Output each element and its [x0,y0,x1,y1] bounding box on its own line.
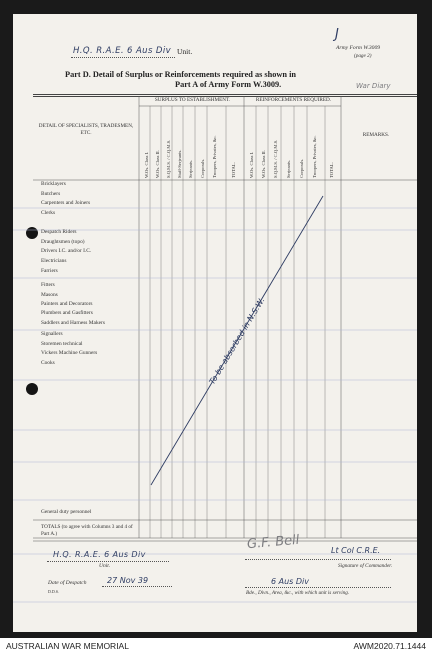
trade-row: Storemen technical [41,341,83,347]
archive-institution: AUSTRALIAN WAR MEMORIAL [6,641,129,651]
surplus-col-2: W.Os. Class II. [155,150,160,178]
trade-row: Carpenters and Joiners [41,200,91,206]
bde-line [245,587,391,588]
trade-row: Drivers I.C. and/or I.C. [41,248,92,254]
trade-row: Clerks [41,210,56,216]
surplus-col-3: S.Q.M.S. / C.Q.M.S. [166,139,171,178]
surplus-col-6: Corporals. [200,158,205,178]
reinf-col-6: Troopers, Privates, &c. [312,135,317,178]
trade-row: Signallers [41,331,63,337]
form-page: (page 2) [354,53,372,59]
footer-unit-line [47,561,169,562]
title-line-1: Part D. Detail of Surplus or Reinforcements required as shown in [65,70,297,79]
general-duty-row: General duty personnel [41,509,92,515]
form-sheet [13,14,417,632]
date-label: Date of Despatch [48,580,87,586]
unit-handwritten: H.Q. R.A.E. 6 Aus Div [73,46,172,56]
trade-row: Fitters [41,282,55,288]
form-ref: Army Form W.3009 [336,45,381,51]
archive-accession: AWM2020.71.1444 [353,641,426,651]
trade-row: Saddlers and Harness Makers [41,320,105,326]
trade-row: Masons [41,292,58,298]
surplus-col-1: W.Os. Class I. [144,151,149,178]
trade-row: Vickers Machine Gunners [41,350,98,356]
trade-row: Electricians [41,258,67,264]
surplus-col-5: Serjeants. [188,160,193,178]
bde-handwritten: 6 Aus Div [271,577,310,586]
trade-row: Farriers [41,268,58,274]
date-value: 27 Nov 39 [107,576,149,585]
totals-label: TOTALS (to agree with Columns 3 and 4 of Part A.) [41,524,133,537]
reinf-col-5: Corporals. [299,158,304,178]
pencil-note: War Diary [356,82,391,90]
trade-row: Plumbers and Gasfitters [41,310,93,316]
trade-row: Draughtsmen (topo) [41,239,85,245]
surplus-header: SURPLUS TO ESTABLISHMENT. [154,97,231,103]
signature-line [245,559,391,560]
signature-scrawl: G.F. Bell [246,532,300,553]
corner-mark: J [335,27,339,42]
diagonal-note: To be absorbed in N.S.W. [207,295,267,387]
surplus-col-4: Staff-Serjeants. [177,149,182,178]
archive-footer [0,638,432,653]
trade-row: Bricklayers [41,181,66,187]
remarks-header: REMARKS. [362,132,390,138]
footer-unit-label: Unit. [99,563,111,569]
reinf-col-2: W.Os. Class II. [261,150,266,178]
date-sub: D.D.S. [48,589,60,594]
detail-header: DETAIL OF SPECIALISTS, TRADESMEN, ETC. [38,123,134,136]
signature-label: Signature of Commander. [338,563,393,569]
title-line-2: Part A of Army Form W.3009. [175,80,282,89]
signature-rank: Lt Col C.R.E. [331,546,381,555]
date-line [102,586,172,587]
footer-unit-handwritten: H.Q. R.A.E. 6 Aus Div [53,550,146,559]
bde-label: Bde., Divn., Area, &c., with which unit is serving. [246,590,350,596]
trade-row: Painters and Decorators [41,301,93,307]
reinf-col-4: Serjeants. [286,160,291,178]
surplus-col-7: Troopers, Privates, &c. [212,135,217,178]
trade-row: Despatch Riders [41,229,77,235]
reinf-col-1: W.Os. Class I. [249,151,254,178]
reinf-col-total: TOTAL. [329,162,334,178]
trade-row: Butchers [41,191,61,197]
unit-label: Unit. [177,47,193,56]
reinforcements-header: REINFORCEMENTS REQUIRED. [255,97,332,103]
trade-row: Cooks [41,360,55,366]
surplus-col-total: TOTAL. [231,162,236,178]
reinf-col-3: S.Q.M.S. / C.Q.M.S. [273,139,278,178]
